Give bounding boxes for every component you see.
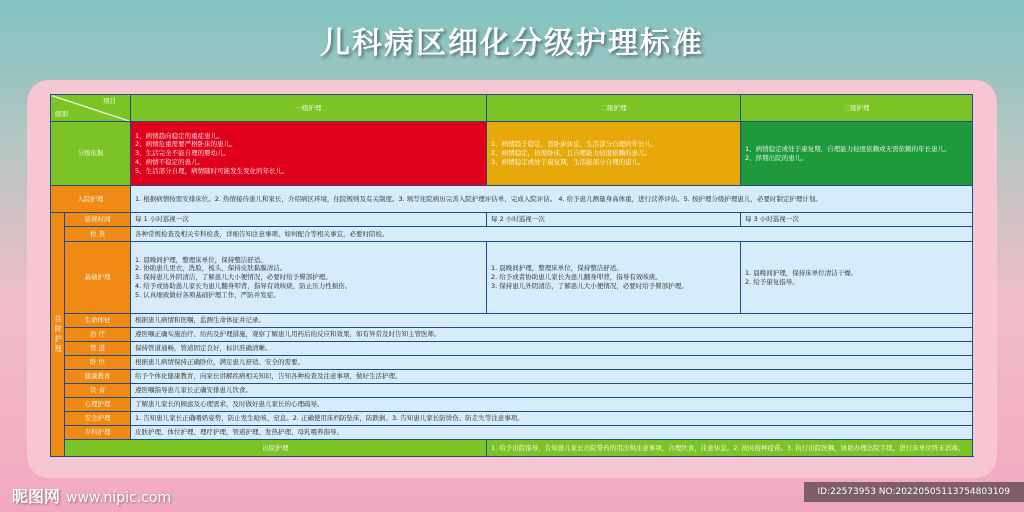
header-item-label: 项目 [103, 97, 116, 105]
care-row-text: 给予个体化健康教育，向家长讲解疾病相关知识，告知各种检查及注意事项，做好生活护理。 [131, 370, 973, 384]
discharge-row [51, 440, 973, 457]
admission-row [51, 186, 973, 213]
discharge-text: 1. 给予出院指导，告知患儿家长出院带药的用法和注意事项，合理饮食，注意休息。2. 按时接种疫苗。3. 执行出院医嘱，协助办理出院手续，进行床单位终末消毒。 [487, 440, 973, 457]
care-row-label: 生命体征 [65, 314, 131, 328]
grading-3-line: 2、择期出院的患儿。 [745, 153, 808, 162]
grading-level-1 [131, 122, 487, 186]
basic-1-line: 4. 给予或协助患儿家长为患儿翻身叩背，指导有效咳痰，防止压力性损伤。 [135, 281, 352, 290]
grading-row [51, 122, 973, 186]
discharge-label: 出院护理 [65, 440, 487, 457]
grading-2-line: 1、病情趋于稳定，需卧床休息，生活部分自理的年长儿。 [491, 140, 658, 149]
basic-care-label: 基础护理 [65, 242, 131, 314]
grading-level-2 [487, 122, 741, 186]
basic-2-line: 3. 保持患儿外阴清洁，了解患儿大小便情况，必要时给予臀部护理。 [491, 281, 688, 290]
patrol-level-2: 每 2 小时巡视一次 [487, 213, 741, 227]
care-row-label: 健康教育 [65, 370, 131, 384]
grading-1-line: 1、病情趋向稳定的重症患儿。 [135, 131, 224, 140]
header-level-3: 三级护理 [741, 95, 973, 122]
grading-1-line: 3、生活完全不能自理的婴幼儿。 [135, 149, 231, 158]
basic-1-line: 2. 协助患儿更衣、洗脸，梳头，保持皮肤黏膜清洁。 [135, 264, 287, 273]
care-row-text: 1. 告知患儿家长正确喂奶姿势，防止发生呛咳、窒息。2. 正确使用床档防坠床，防跌倒。3. 告知患儿家长防烫伤、防走失等注意事项。 [131, 412, 973, 426]
patrol-level-1: 每 1 小时巡视一次 [131, 213, 487, 227]
patrol-level-3: 每 3 小时巡视一次 [741, 213, 973, 227]
watermark-id: ID:22573953 NO:20220505113754803109 [804, 482, 1024, 502]
inpatient-label: 住院护理 [51, 213, 65, 457]
care-row-text: 遵医嘱指导患儿家长正确安排患儿饮食。 [131, 384, 973, 398]
grading-1-line: 5、生活部分自理，病情随时可能发生变化的年长儿。 [135, 166, 289, 175]
care-row [51, 356, 973, 370]
care-row-label: 专科护理 [65, 426, 131, 440]
care-row [51, 426, 973, 440]
care-row [51, 314, 973, 328]
watermark-site: 昵图网 [12, 487, 61, 506]
care-row-text: 遵医嘱正确实施治疗、给药及护理措施，观察了解患儿用药后的反应和效果，如有异常及时告知主管医师。 [131, 328, 973, 342]
nursing-standard-table [50, 94, 973, 457]
check-row [51, 227, 973, 242]
care-row-text: 根据患儿病情和医嘱，监测生命体征并记录。 [131, 314, 973, 328]
care-row-text: 皮肤护理、体位护理、理疗护理、管道护理、发热护理、母乳喂养指导。 [131, 426, 973, 440]
care-row [51, 412, 973, 426]
care-row [51, 328, 973, 342]
basic-3-line: 1. 晨晚间护理，保持床单位清洁干燥。 [745, 268, 858, 277]
patrol-label: 巡视时间 [65, 213, 131, 227]
basic-3-line: 2. 给予康复指导。 [745, 277, 799, 286]
care-row [51, 384, 973, 398]
care-row-text: 根据患儿病情保持正确卧位，满足患儿舒适、安全的需要。 [131, 356, 973, 370]
page-title: 儿科病区细化分级护理标准 [320, 26, 704, 61]
watermark-logo [12, 484, 171, 507]
care-row [51, 398, 973, 412]
basic-1-line: 3. 保持患儿外阴清洁，了解患儿大小便情况，必要时给予臀部护理。 [135, 273, 332, 282]
header-level-label: 级别 [55, 110, 68, 119]
care-row [51, 342, 973, 356]
basic-1-line: 5. 认真细致做好各项基础护理工作，严防并发症。 [135, 290, 280, 299]
care-row-label: 饮 食 [65, 384, 131, 398]
care-row-text: 了解患儿家长的顾虑及心理需求，及时做好患儿家长的心理疏导。 [131, 398, 973, 412]
header-level-1: 一级护理 [131, 95, 487, 122]
grading-2-line: 3、病情稳定或处于康复期，生活能部分自理的患儿。 [491, 157, 645, 166]
basic-1-line: 1. 晨晚间护理，整理床单位，保持整洁舒适。 [135, 255, 267, 264]
patrol-row [51, 213, 973, 227]
check-text: 各种常规检查及相关专科检查，详细告知注意事项、如何配合等相关事宜，必要时陪检。 [131, 227, 973, 242]
grading-1-line: 2、病情危重需要严格卧床的患儿。 [135, 140, 237, 149]
check-label: 检 查 [65, 227, 131, 242]
grading-label: 分级依据 [51, 122, 131, 186]
grading-3-line: 1、病情稳定或处于康复期，自理能力轻度依赖或无需依赖的年长患儿。 [745, 144, 951, 153]
grading-level-3 [741, 122, 973, 186]
care-row [51, 370, 973, 384]
care-row-text: 保持管道通畅，管道固定良好，标识准确清晰。 [131, 342, 973, 356]
care-row-label: 卧 位 [65, 356, 131, 370]
header-level-2: 二级护理 [487, 95, 741, 122]
admission-text: 1. 根据病情按需安排床位。2. 热情接待患儿和家长，介绍病区环境，住院规则及有关制度。3. 填写住院病历完善入院护理评估单，完成入院评估。 4. 给予患儿测量身高体重，进行营养评估。5. 按护理分级护理患儿，必要时制定护理计划。 [131, 186, 973, 213]
admission-label: 入院护理 [51, 186, 131, 213]
basic-care-row [51, 242, 973, 314]
care-row-label: 安全护理 [65, 412, 131, 426]
basic-2-line: 2. 给予或者协助患儿家长为患儿翻身叩背，指导有效咳痰。 [491, 273, 662, 282]
care-row-label: 心理护理 [65, 398, 131, 412]
grading-1-line: 4、病情不稳定的患儿。 [135, 157, 205, 166]
basic-care-level-3 [741, 242, 973, 314]
basic-care-level-2 [487, 242, 741, 314]
header-row [51, 95, 973, 122]
header-corner [51, 95, 131, 122]
grading-2-line: 2、病情稳定，仍需卧床，且自理能力轻度依赖的患儿。 [491, 149, 652, 158]
watermark-url: www.nipic.com [66, 490, 172, 506]
basic-2-line: 1. 晨晚间护理，整理床单位，保持整洁舒适。 [491, 264, 623, 273]
basic-care-level-1 [131, 242, 487, 314]
care-row-label: 治 疗 [65, 328, 131, 342]
care-row-label: 管 道 [65, 342, 131, 356]
